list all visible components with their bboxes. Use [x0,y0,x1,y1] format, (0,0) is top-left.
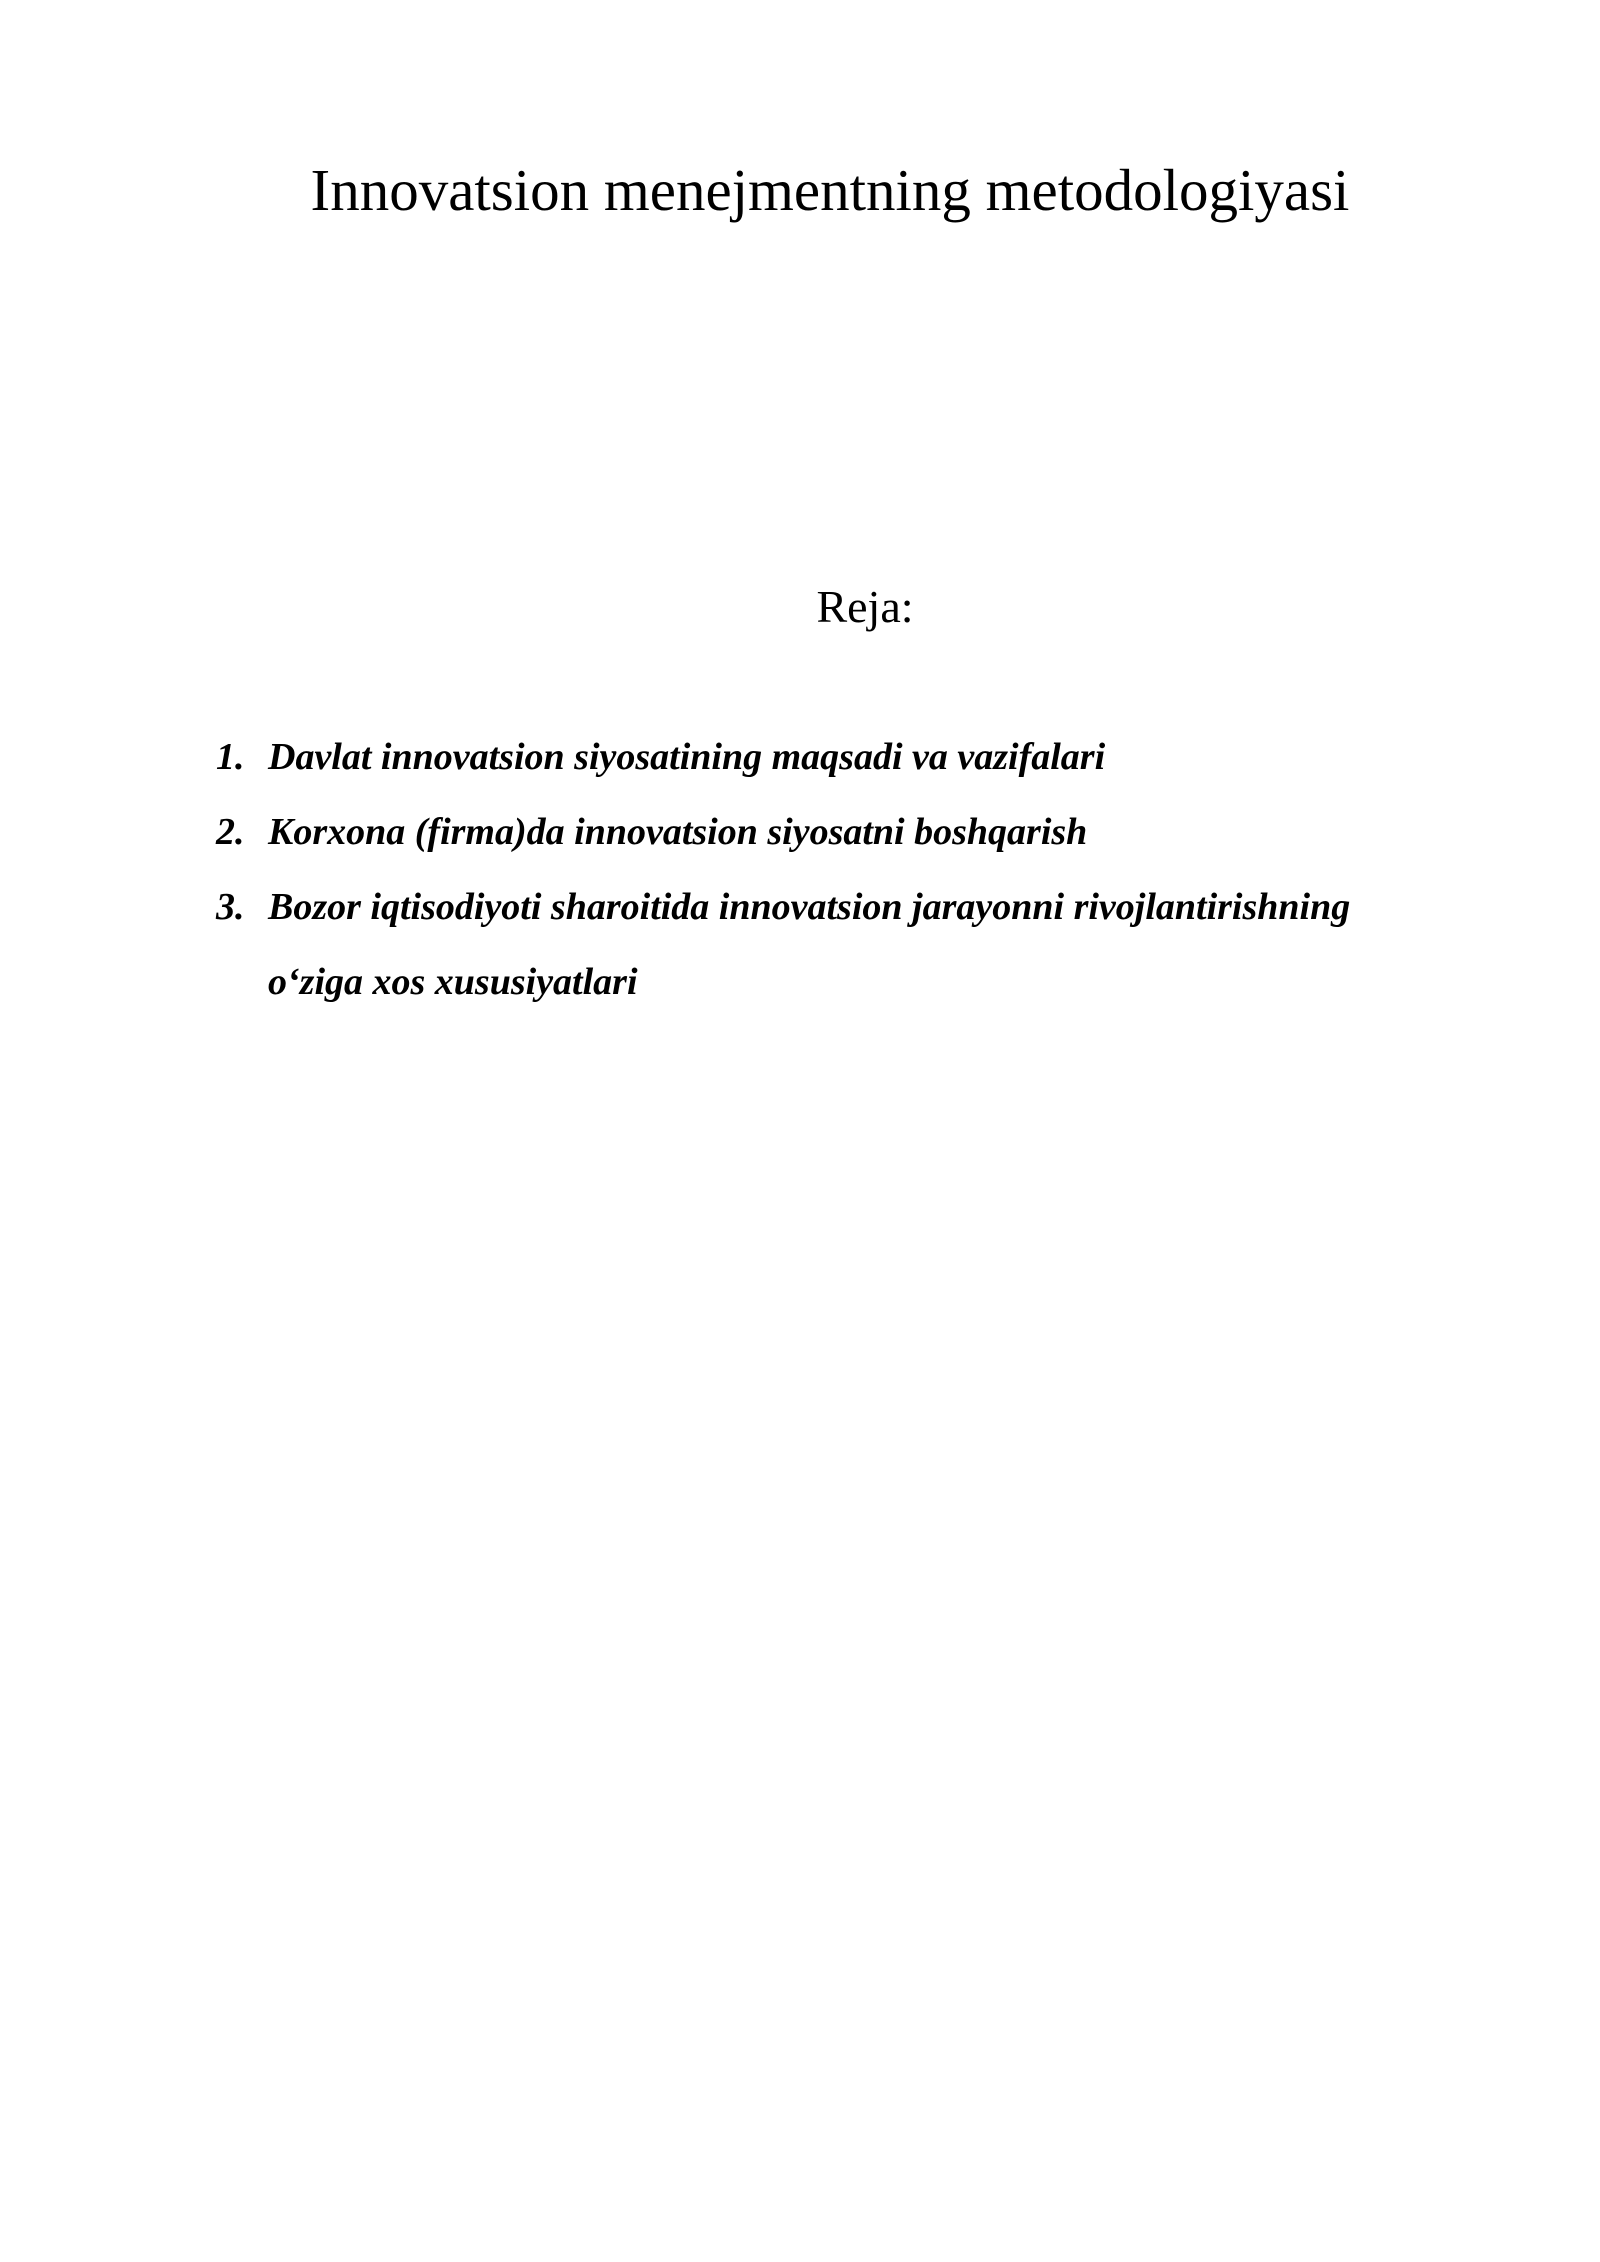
plan-item-text: Korxona (firma)da innovatsion siyosatni boshqarish [268,811,1088,853]
plan-item-2 [216,795,1416,870]
plan-list [216,720,1416,1020]
plan-item-text: Davlat innovatsion siyosatining maqsadi va vazifalari [268,736,1106,778]
plan-item-number: 3. [216,886,245,928]
plan-item-number: 1. [216,736,245,778]
plan-item-1 [216,720,1416,795]
plan-item-text: Bozor iqtisodiyoti sharoitida innovatsion jarayonni rivojlantirishning o‘ziga xos xususiyatlari [268,886,1351,1003]
plan-item-3 [216,870,1416,1020]
plan-item-number: 2. [216,811,245,853]
document-title: Innovatsion menejmentning metodologiyasi [310,157,1350,223]
plan-heading: Reja: [816,581,914,632]
